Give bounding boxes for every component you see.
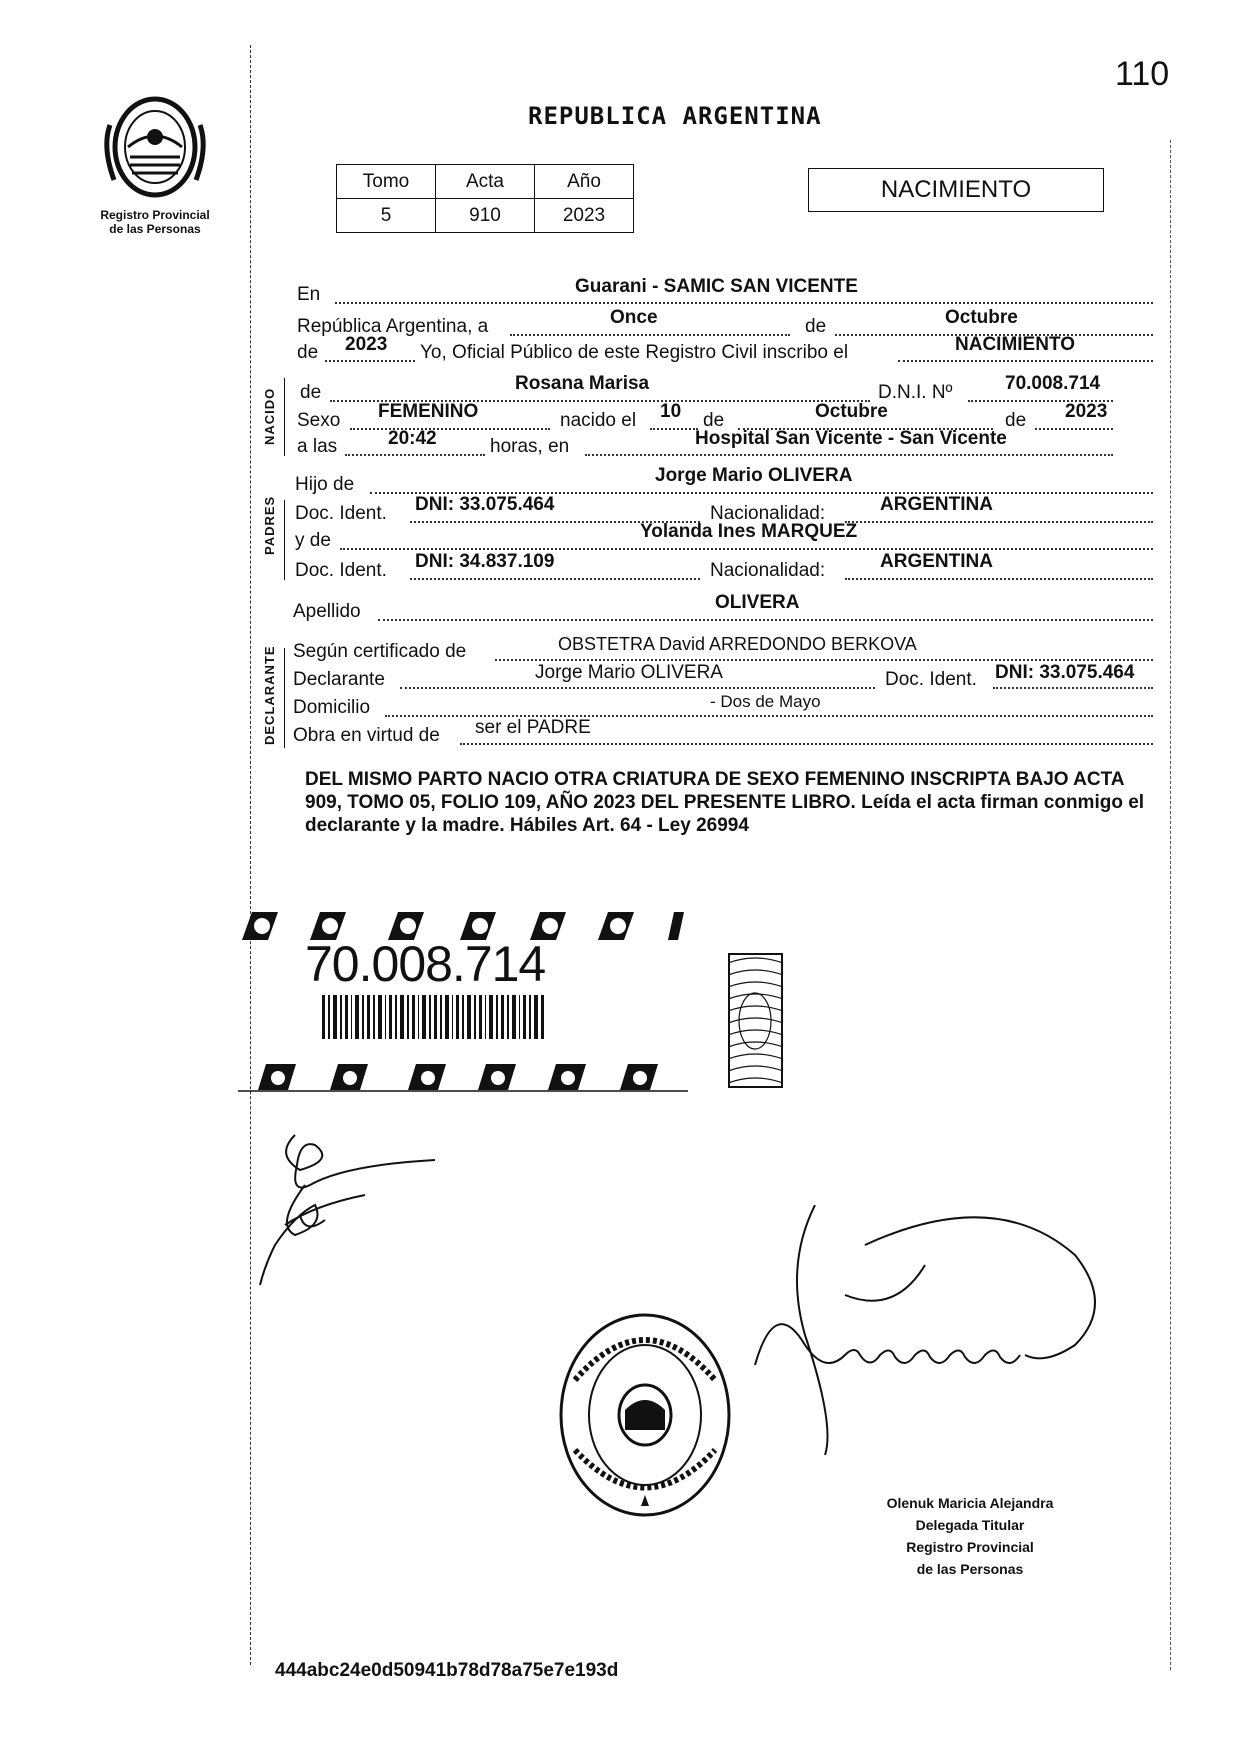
field-dni: 70.008.714: [1005, 373, 1101, 394]
dni-security-number: 70.008.714: [305, 936, 546, 992]
header-tomo: Tomo: [337, 165, 436, 199]
label-doc-ident-declarante: Doc. Ident.: [885, 669, 977, 690]
official-signature-block: Olenuk Maricia Alejandra Delegada Titular Registro Provincial de las Personas: [886, 1495, 1054, 1577]
field-padre-doc: DNI: 33.075.464: [415, 494, 555, 515]
dotted-line: [400, 687, 875, 689]
dotted-line: [460, 743, 1153, 745]
field-obra: ser el PADRE: [475, 717, 591, 738]
provincial-seal-icon: [100, 85, 210, 205]
field-mes-nac: Octubre: [815, 401, 888, 422]
field-mes: Octubre: [945, 307, 1018, 328]
observations-note: DEL MISMO PARTO NACIO OTRA CRIATURA DE SEXO FEMENINO INSCRIPTA BAJO ACTA 909, TOMO 05, FOLIO 109, AÑO 2023 DEL PRESENTE LIBRO. Leída el acta firman conmigo el declarante y la madre. Hábiles Art. 64 - Ley 26994: [305, 769, 1145, 836]
field-dia-nac: 10: [660, 401, 682, 422]
document-type: NACIMIENTO: [808, 168, 1104, 212]
field-lugar: Guarani - SAMIC SAN VICENTE: [575, 276, 858, 297]
side-label-padres: PADRES: [262, 495, 277, 555]
hologram-icon: [728, 953, 783, 1088]
label-de-mes: de: [703, 410, 725, 431]
dotted-line: [378, 619, 1153, 621]
label-nacionalidad-padre: Nacionalidad:: [710, 503, 826, 524]
label-domicilio: Domicilio: [293, 697, 371, 718]
field-padre-nac: ARGENTINA: [880, 494, 993, 515]
label-de-nombre: de: [300, 382, 322, 403]
seal-org-name: Registro Provincial de las Personas: [100, 208, 210, 236]
field-padre: Jorge Mario OLIVERA: [655, 465, 853, 486]
label-segun: Según certificado de: [293, 641, 467, 662]
field-acto: NACIMIENTO: [955, 334, 1075, 355]
label-de-anio-nac: de: [1005, 410, 1027, 431]
side-label-nacido: NACIDO: [262, 387, 277, 445]
registry-table: [336, 164, 634, 233]
field-madre-nac: ARGENTINA: [880, 551, 993, 572]
label-en: En: [297, 284, 321, 305]
field-anio: 2023: [345, 334, 388, 355]
dotted-line: [345, 454, 485, 456]
header-acta: Acta: [436, 165, 535, 199]
official-stamp-icon: [555, 1310, 735, 1520]
dotted-line: [993, 687, 1153, 689]
side-label-declarante: DECLARANTE: [262, 645, 277, 745]
field-apellido: OLIVERA: [715, 592, 800, 613]
document-hash: 444abc24e0d50941b78d78a75e7e193d: [275, 1660, 619, 1681]
official-signature-icon: [745, 1205, 1125, 1455]
left-margin-line: [250, 45, 251, 1665]
label-a-las: a las: [297, 436, 338, 457]
dotted-line: [1035, 428, 1113, 430]
value-anio: 2023: [535, 199, 634, 233]
label-y-de: y de: [295, 530, 331, 551]
dotted-line: [845, 578, 1153, 580]
page-number: 110: [1115, 55, 1170, 93]
label-yo: Yo, Oficial Público de este Registro Civil inscribo el: [420, 342, 849, 363]
label-republica: República Argentina, a: [297, 316, 489, 337]
dotted-line: [335, 302, 1153, 304]
field-nombre: Rosana Marisa: [515, 373, 650, 394]
label-de-anio: de: [297, 342, 319, 363]
field-certificado: OBSTETRA David ARREDONDO BERKOVA: [558, 634, 917, 654]
label-dni: D.N.I. Nº: [878, 382, 953, 403]
dotted-line: [510, 334, 790, 336]
value-tomo: 5: [337, 199, 436, 233]
field-hora: 20:42: [388, 428, 437, 449]
dotted-line: [410, 578, 700, 580]
field-lugar-nac: Hospital San Vicente - San Vicente: [695, 428, 1007, 449]
field-sexo: FEMENINO: [378, 401, 479, 422]
label-declarante: Declarante: [293, 669, 385, 690]
value-acta: 910: [436, 199, 535, 233]
label-de: de: [805, 316, 827, 337]
section-line-nacido: [284, 378, 285, 456]
header-anio: Año: [535, 165, 634, 199]
label-apellido: Apellido: [293, 601, 361, 622]
dotted-line: [350, 428, 550, 430]
section-line-padres: [284, 500, 285, 580]
field-madre: Yolanda Ines MARQUEZ: [640, 521, 858, 542]
page-title: REPUBLICA ARGENTINA: [528, 102, 822, 130]
section-line-declarante: [284, 648, 285, 748]
dotted-line: [845, 521, 1153, 523]
label-sexo: Sexo: [297, 410, 341, 431]
dotted-line: [495, 659, 1153, 661]
field-anio-nac: 2023: [1065, 401, 1108, 422]
label-nacido: nacido el: [560, 410, 637, 431]
field-madre-doc: DNI: 34.837.109: [415, 551, 555, 572]
dotted-line: [340, 548, 1153, 550]
right-margin-line: [1170, 140, 1171, 1670]
label-nacionalidad-madre: Nacionalidad:: [710, 560, 826, 581]
field-domicilio: - Dos de Mayo: [710, 692, 821, 711]
field-declarante: Jorge Mario OLIVERA: [535, 662, 723, 683]
label-doc-ident-madre: Doc. Ident.: [295, 560, 387, 581]
barcode-icon: [322, 995, 547, 1039]
declarant-signature-icon: [255, 1125, 440, 1290]
field-dia: Once: [610, 307, 658, 328]
label-horas: horas, en: [490, 436, 570, 457]
label-obra: Obra en virtud de: [293, 725, 440, 746]
field-declarante-doc: DNI: 33.075.464: [995, 662, 1135, 683]
label-doc-ident-padre: Doc. Ident.: [295, 503, 387, 524]
dotted-line: [898, 360, 1153, 362]
dotted-line: [585, 454, 1113, 456]
label-hijo-de: Hijo de: [295, 474, 355, 495]
dotted-line: [325, 360, 415, 362]
dotted-line: [650, 428, 698, 430]
security-pattern-bottom: [238, 1062, 688, 1092]
